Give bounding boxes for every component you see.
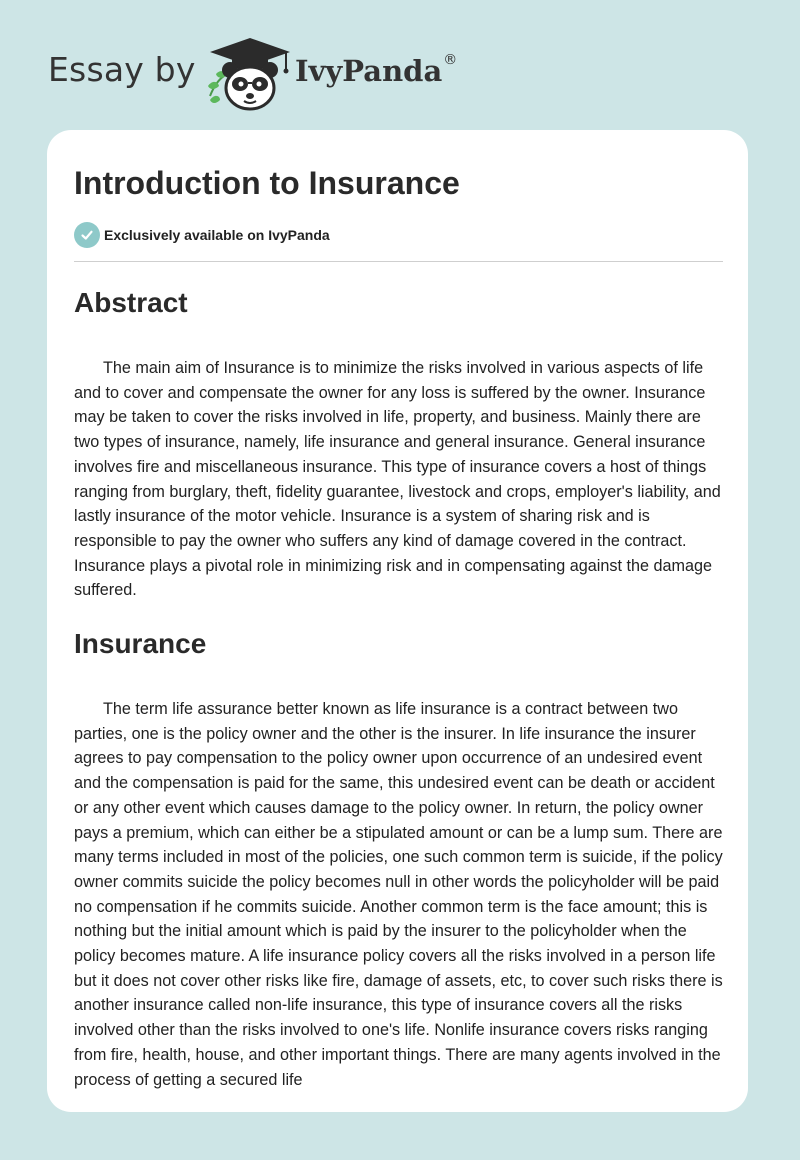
brand-name[interactable] bbox=[295, 54, 456, 88]
brand-label: IvyPanda bbox=[295, 54, 443, 88]
divider bbox=[74, 261, 723, 262]
section-body-insurance: The term life assurance better known as life insurance is a contract between two parties, one is the policy owner and the other is the insurer. In life insurance the insurer agrees to pay compensation to the policy owner upon occurrence of an undesired event and the compensation is paid for the same, this undesired event can be death or accident or any other event which causes damage to the policy owner. In return, the policy owner pays a premium, which can either be a stipulated amount or can be a lump sum. There are many terms included in most of the policies, one such common term is suicide, if the policy owner commits suicide the policy becomes null in other words the policyholder will be paid no compensation if he commits suicide. Another common term is the face amount; this is nothing but the initial amount which is paid by the insurer to the policyholder when the policy becomes mature. A life insurance policy covers all the risks involved in a person life but it does not cover other risks like fire, damage of assets, etc, to cover such risks there is another insurance called non-life insurance, this type of insurance covers all the risks involved other than the risks involved to one's life. Nonlife insurance covers risks ranging from fire, health, house, and other important things. There are many agents involved in the process of getting a secured life bbox=[74, 700, 723, 1089]
page-title: Introduction to Insurance bbox=[74, 165, 460, 201]
essay-content bbox=[74, 160, 723, 1092]
panda-graduation-cap-icon[interactable] bbox=[202, 34, 294, 114]
registered-mark: ® bbox=[443, 52, 458, 68]
section-body-abstract: The main aim of Insurance is to minimize the risks involved in various aspects of life and to cover and compensate the owner for any loss is suffered by the owner. Insurance may be taken to cover the risks involved in life, property, and business. Mainly there are two types of insurance, namely, life insurance and general insurance. General insurance involves fire and miscellaneous insurance. This type of insurance covers a host of things ranging from burglary, theft, fidelity guarantee, livestock and crops, employer's liability, and lastly insurance of the motor vehicle. Insurance is a system of sharing risk and is responsible to pay the owner who suffers any kind of damage covered in the contract. Insurance plays a pivotal role in minimizing risk and in compensating against the damage suffered. bbox=[74, 359, 721, 600]
section-heading-insurance: Insurance bbox=[74, 628, 207, 660]
essay-by-label: Essay by bbox=[48, 50, 196, 89]
essay-card bbox=[47, 130, 748, 1112]
check-circle-icon bbox=[74, 222, 100, 248]
badge-text: Exclusively available on IvyPanda bbox=[104, 227, 330, 243]
site-header bbox=[48, 30, 488, 110]
section-heading-abstract: Abstract bbox=[74, 287, 188, 318]
exclusive-badge bbox=[74, 222, 723, 248]
